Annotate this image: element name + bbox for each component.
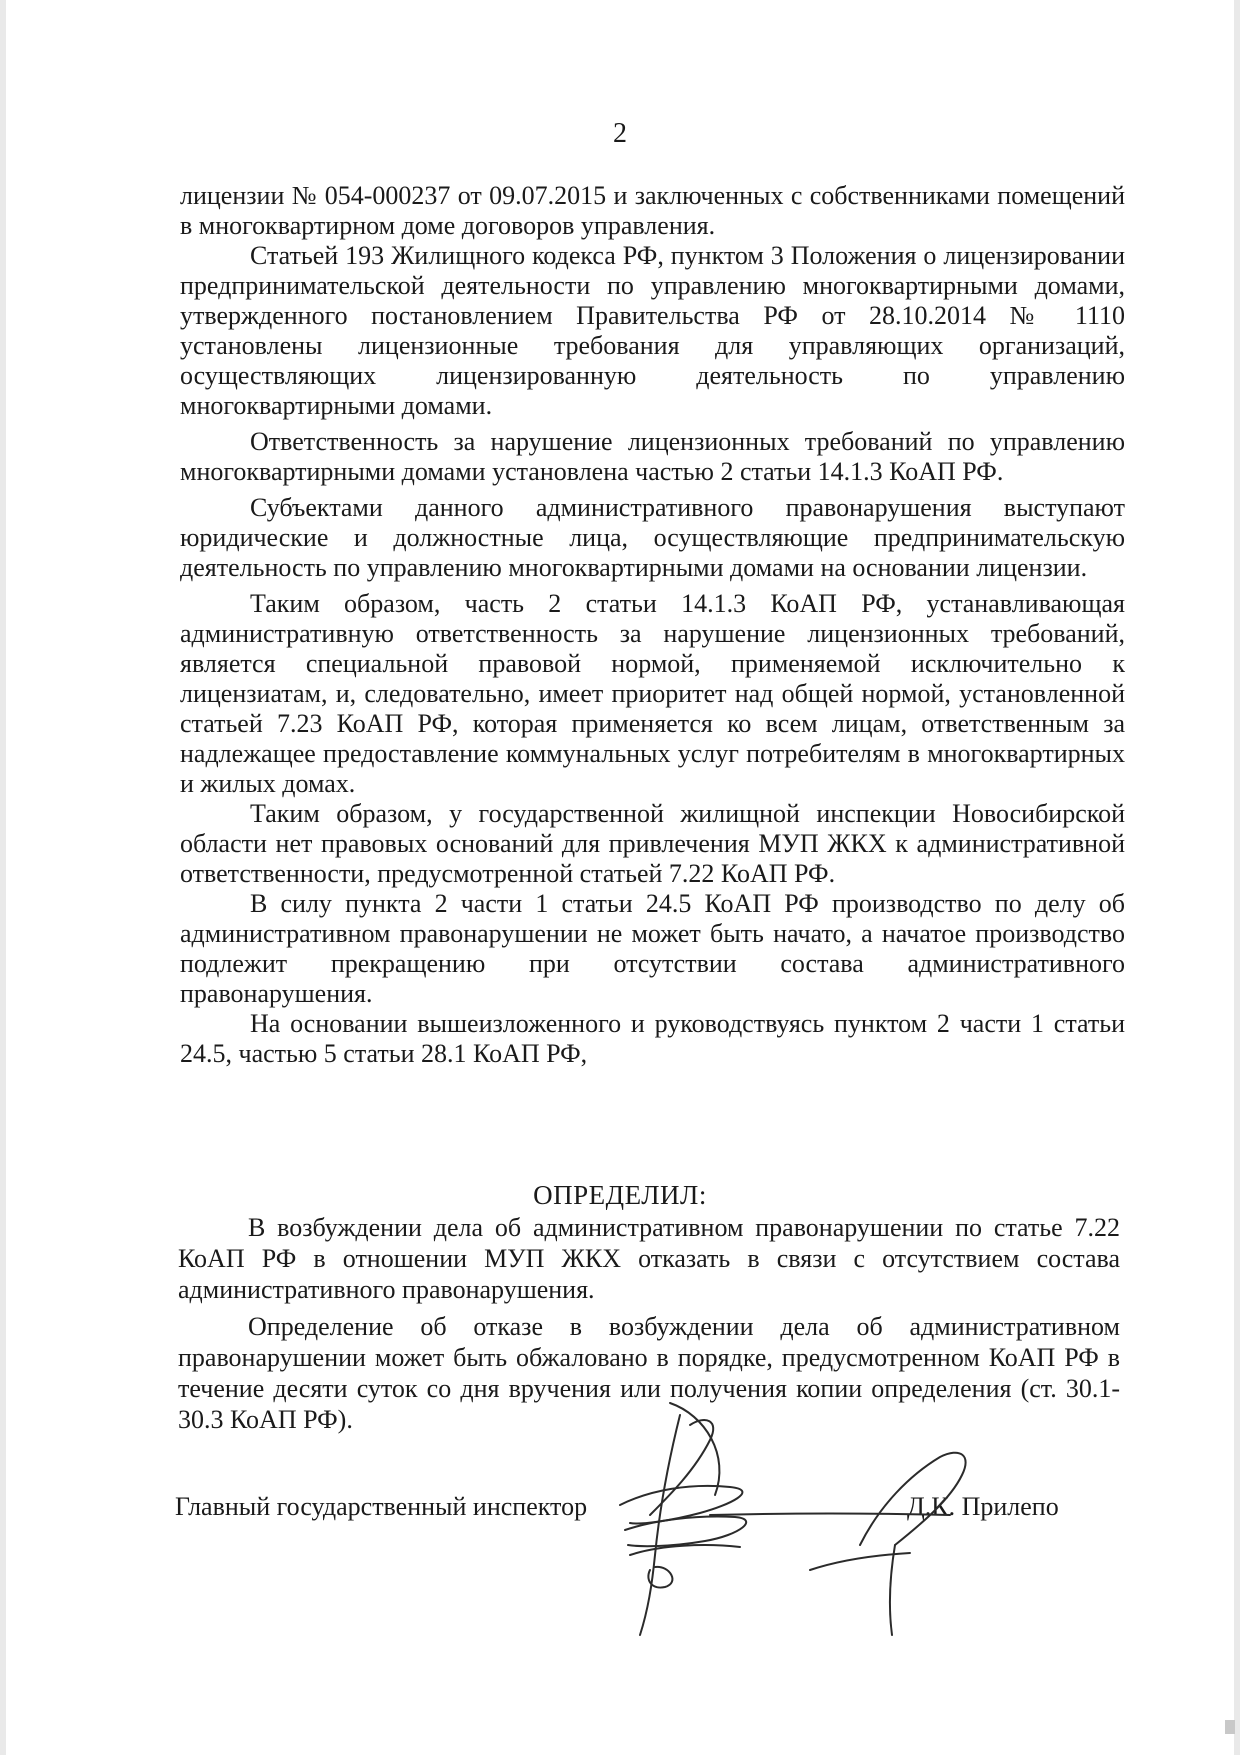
paragraph-1: лицензии № 054-000237 от 09.07.2015 и заключенных с собственниками помещений в многоквартирном доме договоров управления. [180,181,1125,240]
decision-heading: ОПРЕДЕЛИЛ: [533,1180,707,1210]
paragraph-4: Субъектами данного административного правонарушения выступают юридические и должностные лица, осуществляющие предпринимательскую деятельность по управлению многоквартирными домами на основании лицензии. [180,493,1125,582]
signatory-name: Д.К. Прилепо [907,1492,1059,1521]
scan-mark [1225,1720,1235,1734]
paragraph-3: Ответственность за нарушение лицензионных требований по управлению многоквартирными домами установлена частью 2 статьи 14.1.3 КоАП РФ. [180,427,1125,486]
paragraph-6: Таким образом, у государственной жилищной инспекции Новосибирской области нет правовых оснований для привлечения МУП ЖКХ к административной ответственности, предусмотренной статьей 7.22 КоАП РФ. [180,799,1125,888]
decision-paragraph-1: В возбуждении дела об административном правонарушении по статье 7.22 КоАП РФ в отношении МУП ЖКХ отказать в связи с отсутствием состава административного правонарушения. [178,1213,1120,1304]
handwritten-signature [610,1395,1070,1645]
page-number: 2 [613,118,627,149]
signatory-title: Главный государственный инспектор [175,1492,588,1521]
paragraph-5: Таким образом, часть 2 статьи 14.1.3 КоАП РФ, устанавливающая административную ответственность за нарушение лицензионных требований, является специальной правовой нормой, применяемой исключительно к лицензиатам, и, следовательно, имеет приоритет над общей нормой, установленной статьей 7.23 КоАП РФ, которая применяется ко всем лицам, ответственным за надлежащее предоставление коммунальных услуг потребителям в многоквартирных и жилых домах. [180,589,1125,798]
decision-paragraph-2: Определение об отказе в возбуждении дела об административном правонарушении может быть обжаловано в порядке, предусмотренном КоАП РФ в течение десяти суток со дня вручения или получения копии определения (ст. 30.1-30.3 КоАП РФ). [178,1312,1120,1434]
paragraph-2: Статьей 193 Жилищного кодекса РФ, пунктом 3 Положения о лицензировании предпринимательской деятельности по управлению многоквартирными домами, утвержденного постановлением Правительства РФ от 28.10.2014 № 1110 установлены лицензионные требования для управляющих организаций, осуществляющих лицензированную деятельность по управлению многоквартирными домами. [180,241,1125,420]
document-body [180,181,1125,1069]
paragraph-8: На основании вышеизложенного и руководствуясь пунктом 2 части 1 статьи 24.5, частью 5 статьи 28.1 КоАП РФ, [180,1009,1125,1068]
paragraph-7: В силу пункта 2 части 1 статьи 24.5 КоАП РФ производство по делу об административном правонарушении не может быть начато, а начатое производство подлежит прекращению при отсутствии состава административного правонарушения. [180,889,1125,1008]
scan-edge-right [1234,0,1240,1755]
scan-edge-left [0,0,6,1755]
